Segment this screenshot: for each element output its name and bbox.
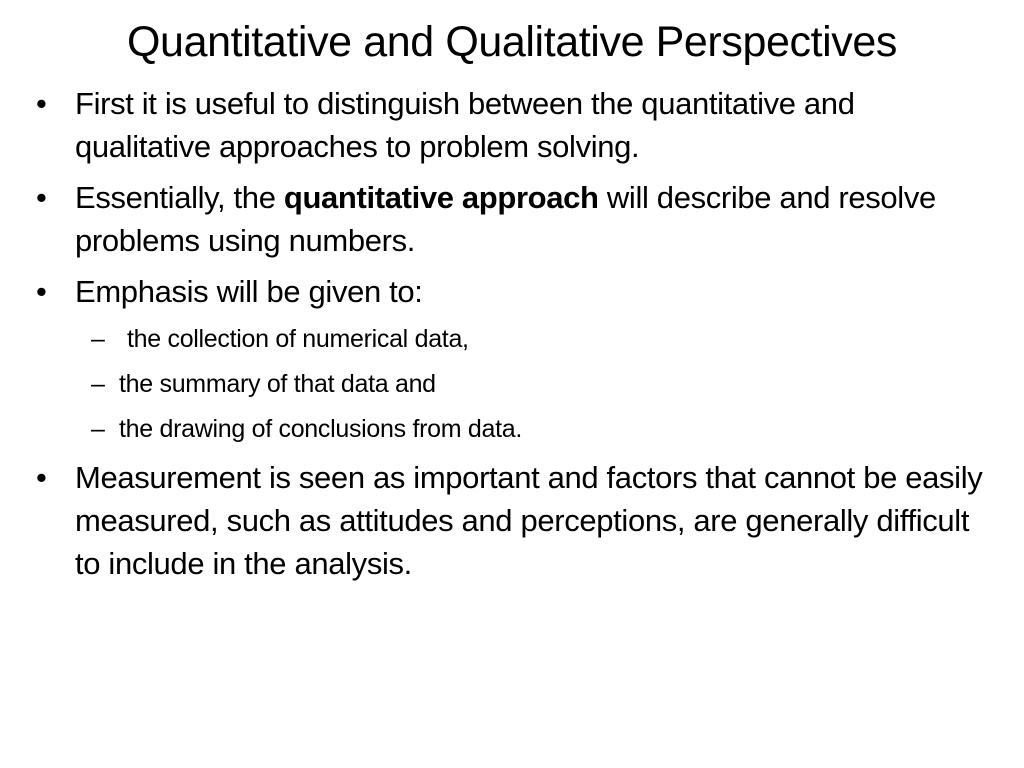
- bold-term: quantitative approach: [283, 180, 599, 215]
- sub-bullet-marker: –: [91, 370, 105, 398]
- sub-bullet-text: the drawing of conclusions from data.: [119, 415, 523, 443]
- bullet-item: [36, 82, 996, 168]
- bullet-item: [36, 176, 996, 262]
- bullet-text: First it is useful to distinguish between the quantitative and qualitative approaches to problem solving.: [75, 86, 855, 164]
- sub-bullet-item: [36, 411, 996, 447]
- sub-bullet-marker: –: [91, 325, 105, 353]
- bullet-item: [36, 270, 996, 313]
- bullet-marker: •: [36, 460, 47, 495]
- bullet-text-before-bold: Essentially, the: [75, 180, 284, 215]
- bullet-item: [36, 456, 996, 585]
- bullet-text: [75, 180, 936, 258]
- bullet-text: Emphasis will be given to:: [75, 274, 423, 309]
- slide-body: [36, 82, 996, 593]
- sub-bullet-marker: –: [91, 415, 105, 443]
- slide-title: Quantitative and Qualitative Perspectives: [127, 18, 897, 66]
- sub-bullet-text: the summary of that data and: [119, 370, 436, 398]
- sub-bullet-item: [36, 366, 996, 402]
- bullet-marker: •: [36, 274, 47, 309]
- bullet-marker: •: [36, 86, 47, 121]
- bullet-marker: •: [36, 180, 47, 215]
- bullet-text-after-bold: will describe and resolve problems using numbers.: [75, 180, 936, 258]
- bullet-text: Measurement is seen as important and factors that cannot be easily measured, such as attitudes and perceptions, are generally difficult to include in the analysis.: [75, 460, 983, 581]
- sub-bullet-item: [36, 321, 996, 357]
- sub-bullet-text: the collection of numerical data,: [127, 325, 469, 353]
